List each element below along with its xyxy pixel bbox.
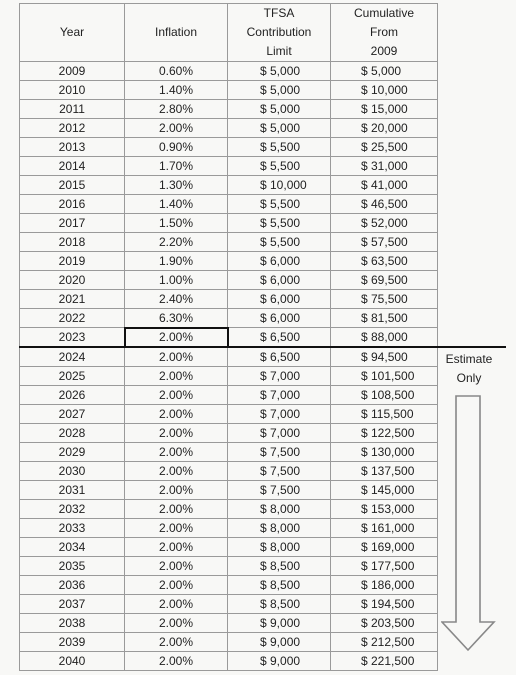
cell-year: 2022 xyxy=(20,309,125,328)
cell-inflation: 1.50% xyxy=(125,214,228,233)
table-row xyxy=(20,328,438,348)
table-row xyxy=(20,519,438,538)
cell-cumulative: $ 88,000 xyxy=(331,328,438,348)
estimate-note xyxy=(434,350,504,388)
cell-year: 2039 xyxy=(20,633,125,652)
cell-contribution-limit: $ 6,000 xyxy=(228,290,331,309)
cell-contribution-limit: $ 7,500 xyxy=(228,443,331,462)
cell-year: 2026 xyxy=(20,386,125,405)
cell-inflation: 2.00% xyxy=(125,462,228,481)
cell-cumulative: $ 63,500 xyxy=(331,252,438,271)
estimate-label-line1: Estimate xyxy=(445,352,493,366)
cell-contribution-limit: $ 6,000 xyxy=(228,271,331,290)
cell-inflation: 2.00% xyxy=(125,367,228,386)
cell-inflation: 2.00% xyxy=(125,614,228,633)
table-row xyxy=(20,633,438,652)
cell-year: 2023 xyxy=(20,328,125,348)
cell-inflation: 2.20% xyxy=(125,233,228,252)
cell-contribution-limit: $ 8,500 xyxy=(228,557,331,576)
cell-contribution-limit: $ 5,500 xyxy=(228,233,331,252)
cell-contribution-limit: $ 5,500 xyxy=(228,138,331,157)
cell-cumulative: $ 41,000 xyxy=(331,176,438,195)
table-row xyxy=(20,614,438,633)
cell-inflation: 2.00% xyxy=(125,557,228,576)
table-row xyxy=(20,252,438,271)
cell-inflation: 1.00% xyxy=(125,271,228,290)
cell-inflation: 1.30% xyxy=(125,176,228,195)
table-row xyxy=(20,271,438,290)
cell-contribution-limit: $ 8,500 xyxy=(228,595,331,614)
cell-contribution-limit: $ 8,000 xyxy=(228,519,331,538)
cell-contribution-limit: $ 8,500 xyxy=(228,576,331,595)
cell-contribution-limit: $ 5,000 xyxy=(228,119,331,138)
table-row xyxy=(20,157,438,176)
cell-cumulative: $ 115,500 xyxy=(331,405,438,424)
cell-cumulative: $ 122,500 xyxy=(331,424,438,443)
cell-contribution-limit: $ 6,000 xyxy=(228,252,331,271)
cell-contribution-limit: $ 6,500 xyxy=(228,347,331,367)
cell-cumulative: $ 130,000 xyxy=(331,443,438,462)
table-row xyxy=(20,462,438,481)
cell-inflation: 2.00% xyxy=(125,424,228,443)
cell-year: 2025 xyxy=(20,367,125,386)
cell-contribution-limit: $ 9,000 xyxy=(228,633,331,652)
table-row xyxy=(20,557,438,576)
cell-cumulative: $ 69,500 xyxy=(331,271,438,290)
cell-cumulative: $ 108,500 xyxy=(331,386,438,405)
cell-contribution-limit: $ 7,000 xyxy=(228,386,331,405)
cell-cumulative: $ 10,000 xyxy=(331,81,438,100)
cell-cumulative: $ 169,000 xyxy=(331,538,438,557)
table-body xyxy=(20,62,438,671)
table-row xyxy=(20,62,438,81)
cell-inflation: 1.40% xyxy=(125,195,228,214)
cell-year: 2024 xyxy=(20,347,125,367)
cell-contribution-limit: $ 9,000 xyxy=(228,614,331,633)
cell-inflation: 2.00% xyxy=(125,519,228,538)
cell-contribution-limit: $ 7,500 xyxy=(228,462,331,481)
tfsa-table xyxy=(19,3,438,671)
table-row xyxy=(20,367,438,386)
cell-inflation: 1.90% xyxy=(125,252,228,271)
table-row xyxy=(20,595,438,614)
cell-inflation: 1.70% xyxy=(125,157,228,176)
cell-cumulative: $ 203,500 xyxy=(331,614,438,633)
cell-inflation: 2.80% xyxy=(125,100,228,119)
cell-year: 2034 xyxy=(20,538,125,557)
table-row xyxy=(20,424,438,443)
table-row xyxy=(20,347,438,367)
down-arrow-outline-icon xyxy=(441,394,497,652)
cell-contribution-limit: $ 5,500 xyxy=(228,157,331,176)
cell-contribution-limit: $ 7,000 xyxy=(228,367,331,386)
header-cumulative: Cumulative From 2009 xyxy=(331,4,438,62)
cell-inflation: 2.00% xyxy=(125,652,228,671)
cell-cumulative: $ 15,000 xyxy=(331,100,438,119)
table-row xyxy=(20,576,438,595)
cell-inflation: 2.00% xyxy=(125,443,228,462)
cell-cumulative: $ 101,500 xyxy=(331,367,438,386)
cell-year: 2028 xyxy=(20,424,125,443)
cell-inflation: 2.00% xyxy=(125,500,228,519)
table-row xyxy=(20,100,438,119)
cell-year: 2021 xyxy=(20,290,125,309)
cell-year: 2032 xyxy=(20,500,125,519)
table-row xyxy=(20,233,438,252)
cell-inflation: 2.00% xyxy=(125,405,228,424)
table-row xyxy=(20,176,438,195)
table-row xyxy=(20,386,438,405)
cell-year: 2013 xyxy=(20,138,125,157)
cell-year: 2020 xyxy=(20,271,125,290)
cell-cumulative: $ 153,000 xyxy=(331,500,438,519)
cell-inflation: 2.00% xyxy=(125,481,228,500)
table-row xyxy=(20,195,438,214)
cell-cumulative: $ 177,500 xyxy=(331,557,438,576)
cell-cumulative: $ 5,000 xyxy=(331,62,438,81)
cell-year: 2038 xyxy=(20,614,125,633)
cell-year: 2037 xyxy=(20,595,125,614)
table-row xyxy=(20,81,438,100)
cell-cumulative: $ 194,500 xyxy=(331,595,438,614)
cell-cumulative: $ 75,500 xyxy=(331,290,438,309)
estimate-label-line2: Only xyxy=(456,371,482,385)
cell-cumulative: $ 31,000 xyxy=(331,157,438,176)
cell-year: 2033 xyxy=(20,519,125,538)
cell-inflation: 2.40% xyxy=(125,290,228,309)
cell-year: 2019 xyxy=(20,252,125,271)
cell-contribution-limit: $ 5,500 xyxy=(228,195,331,214)
cell-contribution-limit: $ 10,000 xyxy=(228,176,331,195)
cell-cumulative: $ 94,500 xyxy=(331,347,438,367)
cell-contribution-limit: $ 5,000 xyxy=(228,62,331,81)
table-row xyxy=(20,214,438,233)
actual-estimate-divider xyxy=(19,346,506,348)
cell-inflation: 2.00% xyxy=(125,386,228,405)
cell-cumulative: $ 52,000 xyxy=(331,214,438,233)
cell-cumulative: $ 46,500 xyxy=(331,195,438,214)
cell-year: 2040 xyxy=(20,652,125,671)
cell-cumulative: $ 81,500 xyxy=(331,309,438,328)
cell-year: 2029 xyxy=(20,443,125,462)
cell-year: 2016 xyxy=(20,195,125,214)
cell-year: 2035 xyxy=(20,557,125,576)
cell-contribution-limit: $ 7,000 xyxy=(228,405,331,424)
cell-inflation: 6.30% xyxy=(125,309,228,328)
cell-year: 2009 xyxy=(20,62,125,81)
cell-cumulative: $ 57,500 xyxy=(331,233,438,252)
cell-year: 2036 xyxy=(20,576,125,595)
cell-contribution-limit: $ 8,000 xyxy=(228,538,331,557)
cell-cumulative: $ 186,000 xyxy=(331,576,438,595)
cell-cumulative: $ 137,500 xyxy=(331,462,438,481)
cell-cumulative: $ 212,500 xyxy=(331,633,438,652)
cell-inflation: 2.00% xyxy=(125,119,228,138)
cell-contribution-limit: $ 8,000 xyxy=(228,500,331,519)
cell-contribution-limit: $ 5,000 xyxy=(228,100,331,119)
cell-contribution-limit: $ 5,000 xyxy=(228,81,331,100)
table-row xyxy=(20,309,438,328)
table-row xyxy=(20,119,438,138)
header-row xyxy=(20,4,438,62)
table-row xyxy=(20,652,438,671)
cell-contribution-limit: $ 7,000 xyxy=(228,424,331,443)
cell-inflation: 2.00% xyxy=(125,633,228,652)
table-row xyxy=(20,290,438,309)
cell-year: 2018 xyxy=(20,233,125,252)
cell-contribution-limit: $ 9,000 xyxy=(228,652,331,671)
cell-inflation: 2.00% xyxy=(125,595,228,614)
cell-year: 2017 xyxy=(20,214,125,233)
cell-contribution-limit: $ 6,500 xyxy=(228,328,331,348)
cell-year: 2030 xyxy=(20,462,125,481)
cell-contribution-limit: $ 7,500 xyxy=(228,481,331,500)
table-row xyxy=(20,443,438,462)
cell-inflation: 1.40% xyxy=(125,81,228,100)
cell-inflation: 2.00% xyxy=(125,538,228,557)
cell-contribution-limit: $ 6,000 xyxy=(228,309,331,328)
header-year: Year xyxy=(20,4,125,62)
cell-inflation: 2.00% xyxy=(125,576,228,595)
cell-contribution-limit: $ 5,500 xyxy=(228,214,331,233)
table-row xyxy=(20,138,438,157)
cell-inflation: 0.60% xyxy=(125,62,228,81)
table-row xyxy=(20,538,438,557)
cell-year: 2031 xyxy=(20,481,125,500)
cell-cumulative: $ 20,000 xyxy=(331,119,438,138)
cell-year: 2027 xyxy=(20,405,125,424)
cell-cumulative: $ 25,500 xyxy=(331,138,438,157)
cell-cumulative: $ 161,000 xyxy=(331,519,438,538)
cell-inflation: 0.90% xyxy=(125,138,228,157)
table-row xyxy=(20,500,438,519)
table-row xyxy=(20,481,438,500)
cell-year: 2010 xyxy=(20,81,125,100)
cell-cumulative: $ 221,500 xyxy=(331,652,438,671)
cell-year: 2015 xyxy=(20,176,125,195)
cell-inflation: 2.00% xyxy=(125,328,228,348)
cell-year: 2011 xyxy=(20,100,125,119)
header-inflation: Inflation xyxy=(125,4,228,62)
header-contribution-limit: TFSA Contribution Limit xyxy=(228,4,331,62)
cell-inflation: 2.00% xyxy=(125,347,228,367)
table-row xyxy=(20,405,438,424)
cell-year: 2014 xyxy=(20,157,125,176)
cell-cumulative: $ 145,000 xyxy=(331,481,438,500)
cell-year: 2012 xyxy=(20,119,125,138)
